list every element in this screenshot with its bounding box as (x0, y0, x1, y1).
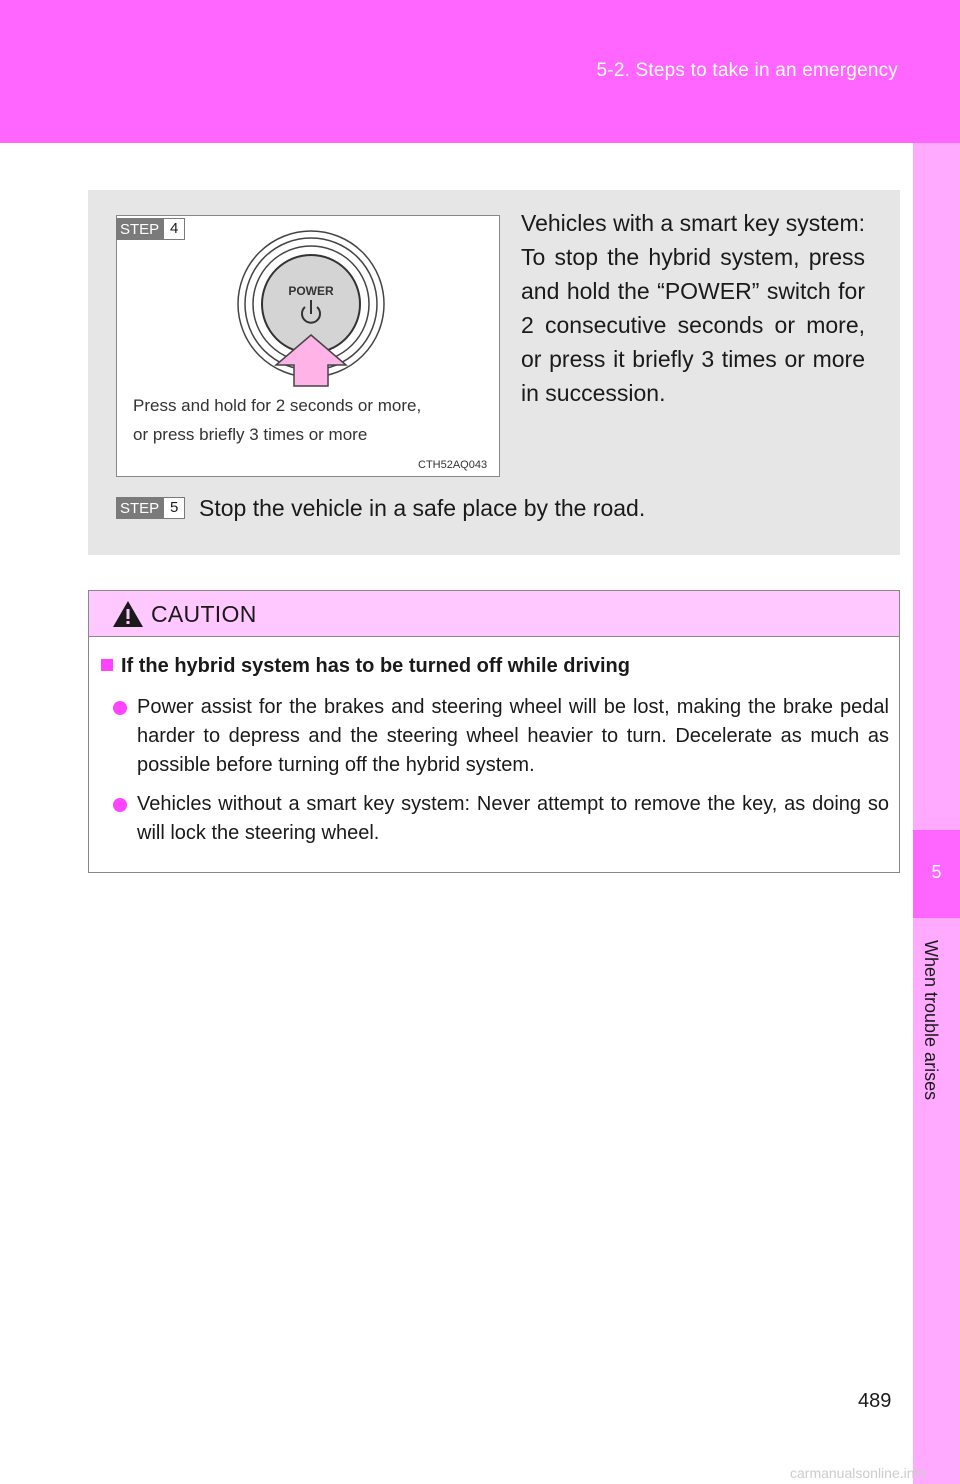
caution-bullet-text: Vehicles without a smart key system: Never attempt to remove the key, as doing so will lock the steering wheel. (137, 793, 889, 844)
step-5-badge (116, 497, 185, 519)
watermark: carmanualsonline.info (790, 1465, 927, 1481)
section-title: 5-2. Steps to take in an emergency (596, 60, 898, 81)
illustration-caption-line1: Press and hold for 2 seconds or more, (133, 396, 422, 415)
bullet-dot-icon (113, 798, 127, 812)
step-5-text: Stop the vehicle in a safe place by the road. (199, 495, 646, 521)
caution-heading-text: If the hybrid system has to be turned off while driving (121, 655, 630, 677)
bullet-dot-icon (113, 701, 127, 715)
illustration-code: CTH52AQ043 (418, 459, 488, 471)
step-badge-label: STEP (116, 218, 163, 240)
caution-bullet-text: Power assist for the brakes and steering wheel will be lost, making the brake pedal harder to depress and the steering wheel heavier to turn. Decelerate as much as possible before turning off the hybrid system. (137, 696, 889, 776)
step-4-badge (116, 218, 185, 240)
step-badge-number: 4 (163, 218, 185, 240)
caution-header (89, 591, 899, 637)
illustration-caption-line2: or press briefly 3 times or more (133, 425, 368, 444)
chapter-label: When trouble arises (921, 940, 941, 1101)
step-badge-number: 5 (163, 497, 185, 519)
caution-bullet (113, 790, 889, 848)
caution-title: CAUTION (151, 601, 257, 627)
caution-heading (101, 655, 630, 678)
chapter-number: 5 (931, 862, 942, 882)
square-bullet-icon (101, 659, 113, 671)
side-tab (913, 143, 960, 1484)
power-button-label: POWER (288, 284, 334, 298)
caution-bullet (113, 693, 889, 780)
illustration-caption (133, 391, 493, 449)
warning-icon (111, 599, 145, 629)
chapter-label-container (920, 940, 954, 1140)
step-4-text: Vehicles with a smart key system: To stop the hybrid system, press and hold the “POWER” switch for 2 consecutive seconds or more, or press it briefly 3 times or more in succession. (521, 210, 865, 406)
page-number: 489 (858, 1390, 892, 1412)
step-badge-label: STEP (116, 497, 163, 519)
